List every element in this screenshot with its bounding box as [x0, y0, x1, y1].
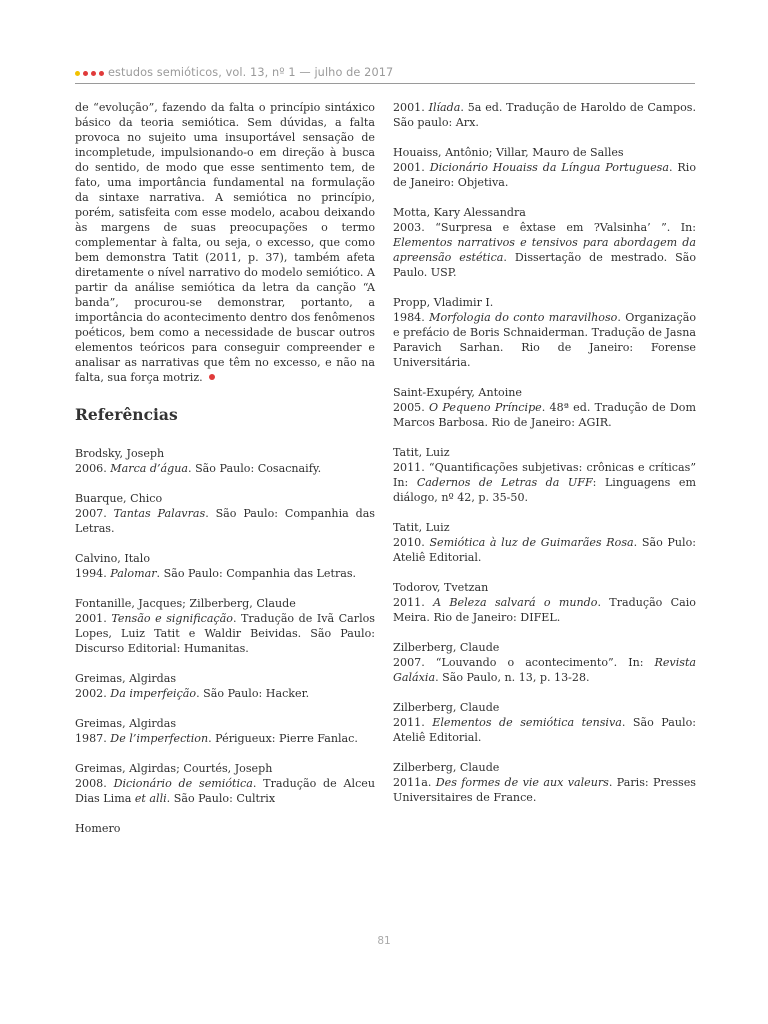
references-list-left — [75, 446, 375, 836]
reference-rest: . São Paulo: Ateliê Editorial. — [393, 716, 696, 744]
reference-entry — [393, 520, 696, 565]
reference-title: Da imperfeição — [110, 687, 197, 700]
reference-entry — [75, 491, 375, 536]
reference-entry — [393, 295, 696, 370]
reference-year: 1984. — [393, 311, 425, 324]
reference-body — [75, 461, 375, 476]
reference-body — [393, 220, 696, 280]
body-paragraph — [75, 100, 375, 385]
reference-body — [75, 776, 375, 806]
reference-pre: “Surpresa e êxtase em ?Valsinha’ ”. In: — [435, 221, 696, 234]
reference-title: Elementos narrativos e tensivos para abordagem da apreensão estética — [393, 236, 696, 264]
reference-year: 2007. — [75, 507, 107, 520]
header-dot-yellow — [75, 71, 80, 76]
reference-rest: . Tradução Caio Meira. Rio de Janeiro: DIFEL. — [393, 596, 696, 624]
reference-rest: . São Paulo: Cosacnaify. — [188, 462, 322, 475]
reference-year: 2005. — [393, 401, 425, 414]
reference-rest: . Paris: Presses Universitaires de France. — [393, 776, 696, 804]
reference-author: Saint-Exupéry, Antoine — [393, 386, 522, 399]
reference-author: Greimas, Algirdas; Courtés, Joseph — [75, 762, 273, 775]
reference-body — [393, 160, 696, 190]
reference-body — [393, 460, 696, 505]
reference-author: Tatit, Luiz — [393, 446, 450, 459]
reference-entry — [75, 446, 375, 476]
reference-rest: . Dissertação de mestrado. São Paulo. USP. — [393, 251, 696, 279]
reference-year: 2002. — [75, 687, 107, 700]
reference-pre: “Louvando o acontecimento”. In: — [435, 656, 655, 669]
references-list-right — [393, 100, 696, 805]
header-rule — [75, 83, 695, 84]
body-paragraph-text: de “evolução”, fazendo da falta o princípio sintáxico básico da teoria semiótica. Sem dúvidas, a falta provoca no sujeito uma insuportável sensação de incompletude, impulsionando-o em direção à busca do sentido, de modo que esse sentimento tem, de fato, uma importância fundamental na formulação da sintaxe narrativa. A semiótica no princípio, porém, satisfeita com esse modelo, acabou deixando às margens de suas preocupações o termo complementar à falta, ou seja, o excesso, que como bem demonstra Tatit (2011, p. 37), também afeta diretamente o nível narrativo do modelo semiótico. A partir da análise semiótica da letra da canção “A banda”, procurou-se demonstrar, portanto, a importância do acontecimento dentro dos fenômenos poéticos, bem como a necessidade de buscar outros elementos teóricos para conseguir compreender e analisar as narrativas que têm no excesso, e não na falta, sua força motriz. — [75, 101, 375, 384]
reference-year: 2003. — [393, 221, 425, 234]
reference-year: 2008. — [75, 777, 107, 790]
reference-title: Revista Galáxia — [393, 656, 697, 684]
reference-rest: . Périgueux: Pierre Fanlac. — [208, 732, 358, 745]
reference-title: et alli — [134, 792, 167, 805]
reference-title: De l’imperfection — [110, 732, 209, 745]
reference-author: Todorov, Tvetzan — [393, 581, 489, 594]
reference-rest: . 5a ed. Tradução de Haroldo de Campos. São paulo: Arx. — [393, 101, 697, 129]
reference-body — [393, 310, 696, 370]
reference-author: Zilberberg, Claude — [393, 701, 500, 714]
end-of-article-dot-icon — [209, 374, 215, 380]
section-title-references: Referências — [75, 405, 178, 424]
reference-rest: . São Paulo, n. 13, p. 13-28. — [435, 671, 590, 684]
reference-title: O Pequeno Príncipe — [429, 401, 542, 414]
reference-author: Brodsky, Joseph — [75, 447, 165, 460]
reference-author: Motta, Kary Alessandra — [393, 206, 526, 219]
reference-author: Zilberberg, Claude — [393, 761, 500, 774]
reference-year: 2007. — [393, 656, 425, 669]
reference-year: 2001. — [393, 161, 425, 174]
reference-year: 2001. — [75, 612, 107, 625]
running-header — [75, 66, 695, 86]
reference-title: A Beleza salvará o mundo — [433, 596, 598, 609]
reference-year: 2010. — [393, 536, 425, 549]
reference-entry — [75, 596, 375, 656]
reference-rest: : Linguagens em diálogo, nº 42, p. 35-50. — [393, 476, 696, 504]
reference-rest: . São Paulo: Hacker. — [196, 687, 310, 700]
reference-year: 1994. — [75, 567, 107, 580]
header-dots-icon — [75, 71, 104, 76]
reference-entry — [393, 445, 696, 505]
reference-author: Houaiss, Antônio; Villar, Mauro de Salles — [393, 146, 624, 159]
reference-body — [75, 506, 375, 536]
reference-year: 2011. — [393, 716, 425, 729]
reference-entry — [393, 145, 696, 190]
reference-title: Marca d’água — [110, 462, 189, 475]
reference-entry — [75, 671, 375, 701]
reference-entry — [393, 580, 696, 625]
reference-title: Dicionário Houaiss da Língua Portuguesa — [429, 161, 669, 174]
reference-body — [393, 100, 696, 130]
header-dot-red — [83, 71, 88, 76]
reference-author: Zilberberg, Claude — [393, 641, 500, 654]
reference-body — [393, 715, 696, 745]
reference-year: 2011a. — [393, 776, 432, 789]
reference-rest: . São Pulo: Ateliê Editorial. — [393, 536, 696, 564]
reference-body — [393, 535, 696, 565]
reference-body — [393, 400, 696, 430]
reference-year: 1987. — [75, 732, 107, 745]
reference-title: Semiótica à luz de Guimarães Rosa — [429, 536, 634, 549]
reference-rest: . São Paulo: Companhia das Letras. — [156, 567, 357, 580]
reference-author: Calvino, Italo — [75, 552, 151, 565]
reference-author: Propp, Vladimir I. — [393, 296, 494, 309]
reference-year: 2011. — [393, 596, 425, 609]
reference-title: Dicionário de semiótica — [113, 777, 253, 790]
reference-entry — [75, 551, 375, 581]
reference-year: 2011. — [393, 461, 425, 474]
header-dot-red — [91, 71, 96, 76]
reference-rest: . Tradução de Ivã Carlos Lopes, Luiz Tatit e Waldir Beividas. São Paulo: Discurso Editorial: Humanitas. — [75, 612, 375, 655]
reference-entry — [393, 640, 696, 685]
reference-title: Des formes de vie aux valeurs — [435, 776, 609, 789]
reference-entry — [393, 760, 696, 805]
reference-year: 2006. — [75, 462, 107, 475]
reference-body — [393, 595, 696, 625]
reference-rest: . Tradução de Alceu Dias Lima — [75, 777, 376, 805]
reference-author: Fontanille, Jacques; Zilberberg, Claude — [75, 597, 296, 610]
right-column — [393, 100, 696, 820]
reference-author: Greimas, Algirdas — [75, 672, 177, 685]
reference-body — [393, 655, 696, 685]
reference-title: Tantas Palavras — [113, 507, 206, 520]
reference-entry — [393, 700, 696, 745]
reference-rest: . São Paulo: Companhia das Letras. — [75, 507, 375, 535]
reference-body — [75, 731, 375, 746]
reference-author: Greimas, Algirdas — [75, 717, 177, 730]
header-dot-red — [99, 71, 104, 76]
reference-rest: . São Paulo: Cultrix — [166, 792, 276, 805]
reference-rest: . Organização e prefácio de Boris Schnaiderman. Tradução de Jasna Paravich Sarhan. Rio de Janeiro: Forense Universitária. — [393, 311, 697, 369]
reference-entry — [75, 761, 375, 806]
reference-entry — [75, 821, 375, 836]
reference-entry — [393, 205, 696, 280]
reference-author: Homero — [75, 822, 121, 835]
reference-pre: “Quantificações subjetivas: crônicas e críticas” In: — [393, 461, 696, 489]
left-column — [75, 100, 375, 851]
reference-entry — [393, 100, 696, 130]
reference-title: Palomar — [110, 567, 157, 580]
journal-header-text: estudos semióticos, vol. 13, nº 1 — julho de 2017 — [108, 66, 394, 79]
reference-title: Cadernos de Letras da UFF — [416, 476, 593, 489]
reference-body — [75, 566, 375, 581]
reference-title: Elementos de semiótica tensiva — [432, 716, 622, 729]
reference-body — [75, 611, 375, 656]
reference-entry — [393, 385, 696, 430]
reference-entry — [75, 716, 375, 746]
reference-body — [75, 686, 375, 701]
reference-rest: . 48ª ed. Tradução de Dom Marcos Barbosa. Rio de Janeiro: AGIR. — [393, 401, 697, 429]
reference-title: Tensão e significação — [111, 612, 233, 625]
reference-year: 2001. — [393, 101, 425, 114]
reference-title: Morfologia do conto maravilhoso — [429, 311, 618, 324]
page-number: 81 — [377, 935, 391, 947]
reference-body — [393, 775, 696, 805]
reference-rest: . Rio de Janeiro: Objetiva. — [393, 161, 696, 189]
reference-author: Buarque, Chico — [75, 492, 163, 505]
reference-title: Ilíada — [428, 101, 461, 114]
reference-author: Tatit, Luiz — [393, 521, 450, 534]
